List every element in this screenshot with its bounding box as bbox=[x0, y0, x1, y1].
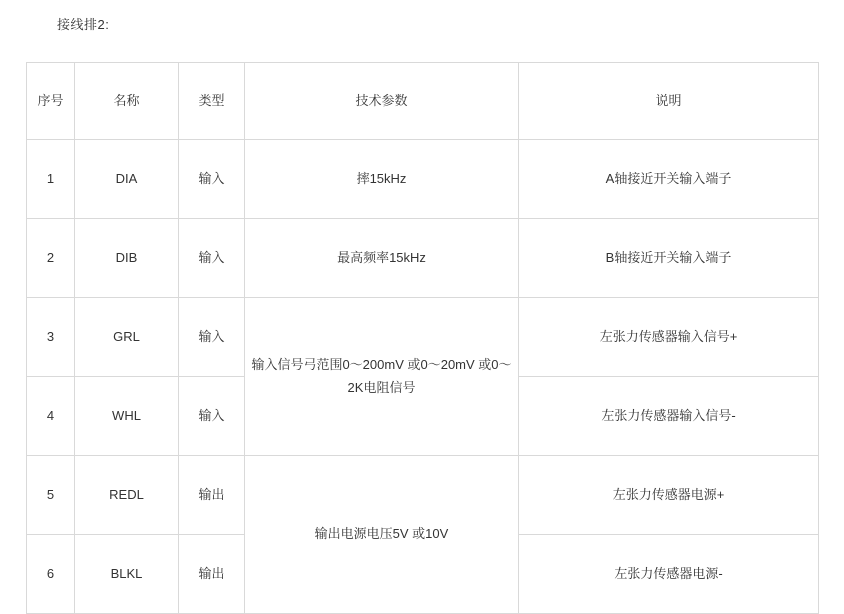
table-header-row bbox=[27, 63, 819, 140]
cell-name: DIA bbox=[75, 140, 179, 219]
cell-no: 2 bbox=[27, 219, 75, 298]
cell-name: REDL bbox=[75, 456, 179, 535]
cell-name: GRL bbox=[75, 298, 179, 377]
cell-type: 输入 bbox=[179, 298, 245, 377]
cell-no: 6 bbox=[27, 535, 75, 614]
cell-desc: A轴接近开关输入端子 bbox=[519, 140, 819, 219]
cell-param: 摔15kHz bbox=[245, 140, 519, 219]
cell-no: 4 bbox=[27, 377, 75, 456]
header-cell-type: 类型 bbox=[179, 63, 245, 140]
terminal-spec-table bbox=[26, 62, 819, 614]
cell-type: 输入 bbox=[179, 219, 245, 298]
cell-desc: 左张力传感器电源+ bbox=[519, 456, 819, 535]
cell-type: 输入 bbox=[179, 140, 245, 219]
cell-param: 最高频率15kHz bbox=[245, 219, 519, 298]
table-caption: 接线排2: bbox=[57, 17, 110, 32]
cell-type: 输入 bbox=[179, 377, 245, 456]
cell-no: 3 bbox=[27, 298, 75, 377]
cell-name: DIB bbox=[75, 219, 179, 298]
cell-type: 输出 bbox=[179, 456, 245, 535]
cell-desc: B轴接近开关输入端子 bbox=[519, 219, 819, 298]
header-cell-no: 序号 bbox=[27, 63, 75, 140]
cell-type: 输出 bbox=[179, 535, 245, 614]
table-row bbox=[27, 298, 819, 377]
table-row bbox=[27, 456, 819, 535]
cell-param-merged-analog: 输入信号弓范围0〜200mV 或0〜20mV 或0〜2K电阻信号 bbox=[245, 298, 519, 456]
header-cell-name: 名称 bbox=[75, 63, 179, 140]
cell-name: BLKL bbox=[75, 535, 179, 614]
spec-table-container bbox=[26, 62, 818, 614]
cell-desc: 左张力传感器输入信号+ bbox=[519, 298, 819, 377]
cell-param-merged-power: 输出电源电压5V 或10V bbox=[245, 456, 519, 614]
cell-no: 5 bbox=[27, 456, 75, 535]
header-cell-param: 技术参数 bbox=[245, 63, 519, 140]
cell-name: WHL bbox=[75, 377, 179, 456]
header-cell-desc: 说明 bbox=[519, 63, 819, 140]
cell-no: 1 bbox=[27, 140, 75, 219]
cell-desc: 左张力传感器输入信号- bbox=[519, 377, 819, 456]
cell-desc: 左张力传感器电源- bbox=[519, 535, 819, 614]
table-row bbox=[27, 219, 819, 298]
table-row bbox=[27, 140, 819, 219]
